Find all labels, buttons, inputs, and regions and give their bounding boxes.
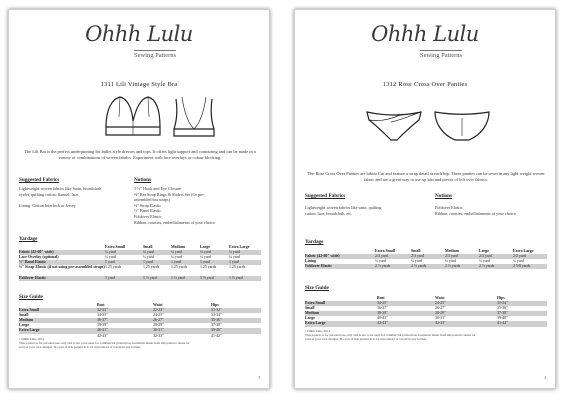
table-row: Fabric (42-60" wide) ¼ yard ¼ yard ¼ yard ¼ yard ¼ yard (19, 250, 261, 255)
logo-script: Ohhh Lulu (371, 22, 479, 46)
table-row: ⅜" Strap Elastic (if not using pre-assembled straps) 1.25 yards 1.25 yards 1.25 yards 1.25 yards 1.25 yards (19, 265, 246, 270)
table-row: Extra Small Small Medium Large Extra Large (375, 249, 534, 253)
table-row: 42-43" 32-33" 41-42" (97, 333, 222, 338)
yardage-table (19, 245, 261, 281)
table-row: Bust Waist Hips (97, 303, 219, 307)
logo-tagline: Sewing Patterns (419, 52, 463, 59)
size-guide-heading: Size Guide (305, 285, 329, 291)
table-row: Medium 38-39" 28-29" 37-38" (305, 311, 547, 316)
table-row: Extra Large 40-41" 30-31" 39-40" (19, 328, 261, 333)
table-row: Medium 36-37" 26-27" 35-36" (19, 318, 261, 323)
bra-front-sketch (102, 93, 222, 139)
table-row: Extra Small Small Medium Large Extra Large (105, 245, 250, 249)
pattern-title: 1311 Lili Vintage Style Bra (100, 81, 178, 88)
pattern-title: 1312 Rose Cross Over Panties (382, 81, 468, 88)
logo-tagline: Sewing Patterns (133, 52, 177, 59)
size-guide-table (19, 303, 261, 339)
bra-back-sketch (174, 97, 214, 136)
table-row: Fabric (42-60" wide) 2/3 yard 2/3 yard 2/3 yard 2/3 yard 2/3 yard (305, 254, 547, 259)
table-row: Bust Waist Hips (377, 296, 505, 300)
page-number: 1 (258, 375, 261, 380)
fabrics-heading: Suggested Fabrics (19, 177, 60, 183)
notions-heading: Notions (435, 193, 453, 199)
notions-heading: Notions (134, 177, 152, 183)
size-guide-heading: Size Guide (19, 294, 43, 300)
table-row: Extra Large 42-43" 32-33" 41-42" (305, 321, 547, 326)
table-row: Small 36-37" 26-27" 35-36" (305, 306, 508, 311)
fabrics-text: Lightweight woven fabrics like Satin, broadcloth, eyelet, quilting cotton, flannel, lace. Lining: Cotton Interlock or Jersey (19, 186, 103, 208)
pattern-sheet-lili-bra (8, 9, 270, 389)
fabrics-heading: Suggested Fabrics (305, 193, 346, 199)
table-row: Extra Small 34-35" 24-25" 33-34" (305, 301, 547, 306)
panties-front-sketch (363, 106, 493, 146)
yardage-heading: Yardage (19, 236, 38, 242)
pattern-intro: The Lili Bra is the perfect underpinning for bullet style dresses and tops. It offers light support and contouring and can be made in a variety of combinations of woven fabrics. Experiment with lace overlays or colour blocking. (24, 149, 256, 160)
pattern-sheet-rose-panties (294, 9, 556, 389)
table-row: Large 38-39" 28-29" 37-38" (19, 323, 222, 328)
pattern-intro: The Rose Cross Over Panties are bikini Cut and feature a wrap detail at each hip. These panties can be sewn in any light weight woven fabric and are a great way to use up bits and pieces of left over fabrics. (307, 171, 545, 182)
copyright-note: ©Ohhh Lulu, 2014 This pattern is for personal use only and is not to be used for commercial production. Garments made from this pattern cannot be sold as your own designs. No part of this pattern is to be reproduced or resold in any format. (305, 329, 476, 342)
notions-text: Foldover Elastic Ribbon, rosettes, embellishments of your choice (435, 205, 516, 216)
brand-logo (9, 24, 269, 62)
size-guide-table (305, 296, 547, 327)
notions-text: 1 ½" Hook and Eye Closure ⅜" Bra Strap Rings & Sliders Set (Or pre- assembled bra straps) ⅜" Strap Elastic ½" Band Elastic Foldover Elastic Ribbon, rosettes, embellishments of your choice (134, 186, 215, 225)
table-row: ½" Band Elastic 1 yard 1 yard 1 yard 1 yard 1 yard (19, 260, 261, 265)
table-row: Large 40-41" 30-31" 39-40" (305, 316, 508, 321)
fabrics-text: Lightweight woven fabrics like satin, quilting cotton, lace, broadcloth, etc. (305, 205, 382, 216)
table-row: Lining ¼ yard ¼ yard ¼ yard ¼ yard ¼ yard (305, 259, 524, 264)
logo-script: Ohhh Lulu (85, 22, 193, 46)
page-number: 1 (544, 375, 547, 380)
table-row: Lace Overlay (optional) ¼ yard ¼ yard ¼ yard ¼ yard ¼ yard (19, 255, 240, 260)
table-row: Foldover Elastic 1 yard 1 ½ yard 1 ½ yard 1 ½ yard 1 ½ yard (19, 276, 261, 281)
table-row: Extra Small 32-33" 22-23" 31-32" (19, 308, 261, 313)
yardage-table (305, 249, 547, 269)
yardage-heading: Yardage (305, 239, 324, 245)
brand-logo (295, 24, 555, 62)
copyright-note: ©Ohhh Lulu, 2014 This pattern is for personal use only and is not to be used for commercial production. Garments made from this pattern cannot be sold as your own designs. No part of this pattern is to be reproduced or resold in any format. (19, 337, 190, 350)
panties-back-sketch (435, 112, 489, 140)
table-row: Small 34-35" 24-25" 33-34" (19, 313, 222, 318)
table-row: Foldover Elastic 2 ½ yards 2 ½ yards 2 ½ yards 2 ½ yards 2 5/8 yards (305, 264, 547, 269)
